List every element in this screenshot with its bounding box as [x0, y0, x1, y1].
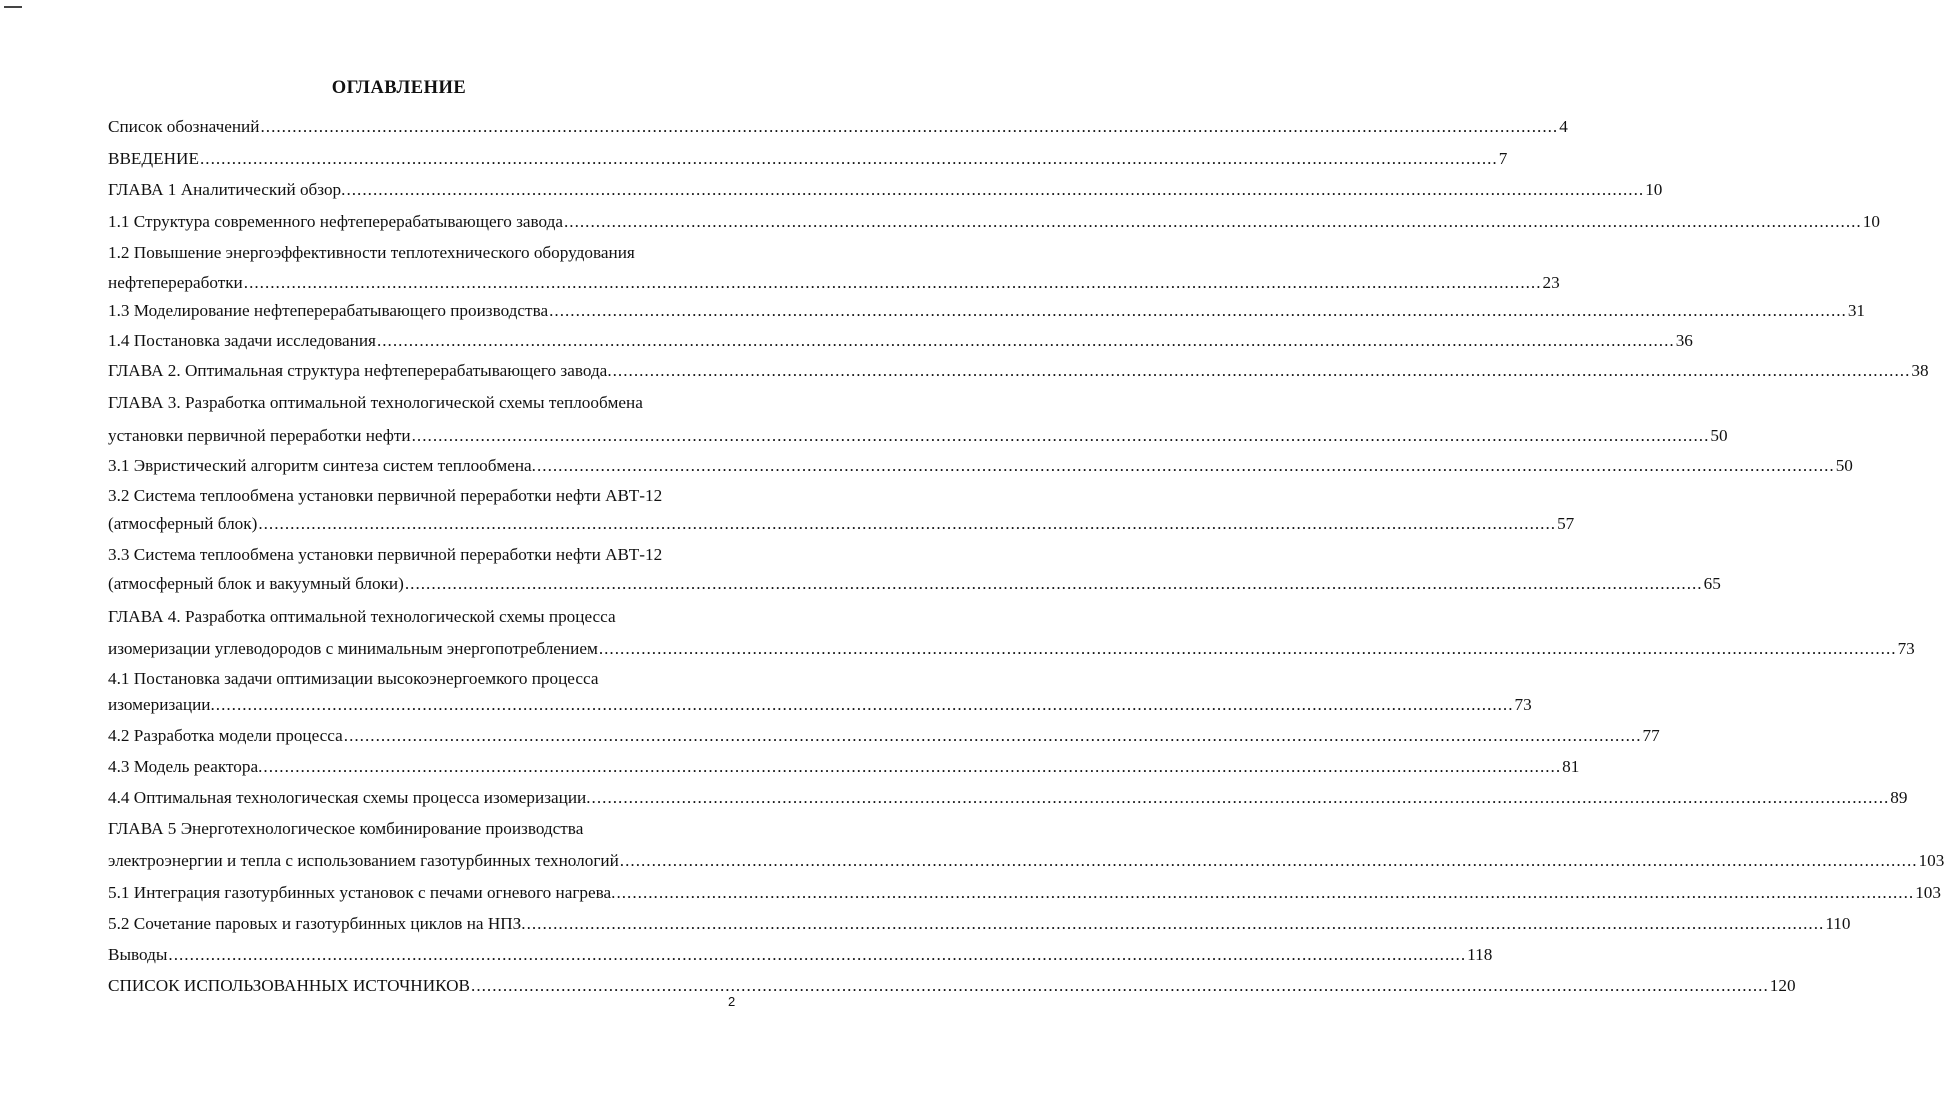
toc-entry-line1: ГЛАВА 4. Разработка оптимальной технологической схемы процесса — [108, 607, 616, 626]
toc-entry-line1: 3.3 Система теплообмена установки первичной переработки нефти АВТ-12 — [108, 545, 663, 564]
toc-entry-page: 7 — [1498, 149, 1508, 168]
leader-dots — [263, 752, 1561, 782]
toc-entry[interactable] — [108, 752, 1580, 782]
toc-entry-label: изомеризации углеводородов с минимальным энергопотреблением — [108, 639, 598, 658]
leader-dots — [377, 326, 1675, 356]
leader-dots — [405, 569, 1703, 599]
toc-entry-label: Выводы — [108, 945, 168, 964]
toc-entry[interactable] — [108, 721, 1660, 751]
toc-entry[interactable] — [108, 940, 1493, 970]
leader-dots — [168, 940, 1466, 970]
toc-entry-page: 77 — [1642, 726, 1660, 745]
toc-entry-page: 23 — [1542, 273, 1560, 292]
toc-entry[interactable] — [108, 481, 1575, 539]
toc-entry[interactable] — [108, 909, 1851, 939]
toc-entry-label: 4.4 Оптимальная технологическая схемы процесса изомеризации. — [108, 788, 591, 807]
toc-entry-page: 57 — [1557, 514, 1575, 533]
toc-entry-page: 50 — [1710, 426, 1728, 445]
toc-entry[interactable] — [108, 296, 1866, 326]
leader-dots — [471, 971, 1769, 1001]
leader-dots — [527, 909, 1825, 939]
toc-entry[interactable] — [108, 175, 1663, 205]
leader-dots — [200, 144, 1498, 174]
toc-entry-label: Список обозначений — [108, 117, 260, 136]
toc-entry-label: СПИСОК ИСПОЛЬЗОВАННЫХ ИСТОЧНИКОВ — [108, 976, 471, 995]
toc-entry-page: 89 — [1890, 788, 1908, 807]
toc-entry-label: установки первичной переработки нефти — [108, 426, 411, 445]
toc-entry[interactable] — [108, 326, 1693, 356]
leader-dots — [549, 296, 1847, 326]
toc-entry[interactable] — [108, 388, 1728, 451]
toc-entry[interactable] — [108, 971, 1796, 1001]
toc-entry[interactable] — [108, 664, 1532, 720]
toc-entry-page: 103 — [1915, 883, 1941, 902]
toc-entry-line1: 1.2 Повышение энергоэффективности теплотехнического оборудования — [108, 243, 635, 262]
toc-entry-page: 4 — [1559, 117, 1568, 136]
toc-entry-page: 110 — [1825, 914, 1851, 933]
toc-entry-page: 103 — [1918, 851, 1944, 870]
toc-entry[interactable] — [108, 238, 1560, 298]
toc-entry[interactable] — [108, 878, 1941, 908]
leader-dots — [412, 421, 1710, 451]
leader-dots — [616, 878, 1914, 908]
toc-entry[interactable] — [108, 783, 1908, 813]
toc-entry-label: ГЛАВА 1 Аналитический обзор. — [108, 180, 346, 199]
toc-entry-page: 10 — [1862, 212, 1880, 231]
toc-entry-page: 73 — [1897, 639, 1915, 658]
toc-entry-label: нефтепереработки — [108, 273, 243, 292]
toc-entry-page: 120 — [1769, 976, 1796, 995]
toc-entry-label: 1.4 Постановка задачи исследования — [108, 331, 376, 350]
toc-entry[interactable] — [108, 814, 1944, 876]
toc-entry-label: (атмосферный блок) — [108, 514, 258, 533]
leader-dots — [613, 356, 1911, 386]
leader-dots — [592, 783, 1890, 813]
toc-entry[interactable] — [108, 144, 1508, 174]
leader-dots — [346, 175, 1644, 205]
toc-entry-label: 1.1 Структура современного нефтеперерабатывающего завода — [108, 212, 563, 231]
toc-entry[interactable] — [108, 451, 1853, 481]
leader-dots — [216, 690, 1514, 720]
toc-entry-line1: ГЛАВА 3. Разработка оптимальной технологической схемы теплообмена — [108, 393, 643, 412]
toc-entry-page: 50 — [1835, 456, 1853, 475]
toc-entry-label: ГЛАВА 2. Оптимальная структура нефтеперерабатывающего завода. — [108, 361, 612, 380]
toc-entry-label: 5.1 Интеграция газотурбинных установок с печами огневого нагрева. — [108, 883, 616, 902]
toc-entry-label: 5.2 Сочетание паровых и газотурбинных циклов на НПЗ. — [108, 914, 526, 933]
toc-entry-label: изомеризации. — [108, 695, 215, 714]
toc-entry-line1: ГЛАВА 5 Энерготехнологическое комбинирование производства — [108, 819, 584, 838]
toc-entry[interactable] — [108, 112, 1568, 142]
leader-dots — [599, 634, 1897, 664]
leader-dots — [537, 451, 1835, 481]
toc-entry-label: 4.2 Разработка модели процесса — [108, 726, 343, 745]
leader-dots — [258, 509, 1556, 539]
toc-entry-page: 31 — [1847, 301, 1866, 320]
toc-title: ОГЛАВЛЕНИЕ — [331, 78, 467, 98]
leader-dots — [620, 846, 1918, 876]
toc-entry-page: 81 — [1562, 757, 1580, 776]
toc-entry-page: 118 — [1467, 945, 1493, 964]
toc-entry[interactable] — [108, 356, 1929, 386]
toc-entry-line1: 4.1 Постановка задачи оптимизации высокоэнергоемкого процесса — [108, 669, 599, 688]
toc-entry[interactable] — [108, 207, 1880, 237]
toc-entry-page: 38 — [1911, 361, 1929, 380]
toc-entry-page: 73 — [1514, 695, 1532, 714]
toc-entry-label: 1.3 Моделирование нефтеперерабатывающего производства — [108, 301, 549, 320]
leader-dots — [244, 268, 1542, 298]
scan-mark — [4, 6, 22, 8]
toc-entry-page: 10 — [1645, 180, 1663, 199]
toc-entry-label: ВВЕДЕНИЕ — [108, 149, 199, 168]
toc-entry-page: 36 — [1675, 331, 1693, 350]
toc-entry-label: 4.3 Модель реактора. — [108, 757, 263, 776]
toc-entry-page: 65 — [1703, 574, 1721, 593]
page-number: 2 — [728, 994, 736, 1009]
toc-entry-label: 3.1 Эвристический алгоритм синтеза систем теплообмена. — [108, 456, 536, 475]
toc-entry-label: электроэнергии и тепла с использованием газотурбинных технологий — [108, 851, 619, 870]
toc-entry-label: (атмосферный блок и вакуумный блоки) — [108, 574, 404, 593]
leader-dots — [344, 721, 1642, 751]
toc-entry[interactable] — [108, 540, 1721, 599]
leader-dots — [564, 207, 1862, 237]
toc-entry-line1: 3.2 Система теплообмена установки первичной переработки нефти АВТ-12 — [108, 486, 663, 505]
leader-dots — [260, 112, 1558, 142]
toc-entry[interactable] — [108, 602, 1915, 664]
